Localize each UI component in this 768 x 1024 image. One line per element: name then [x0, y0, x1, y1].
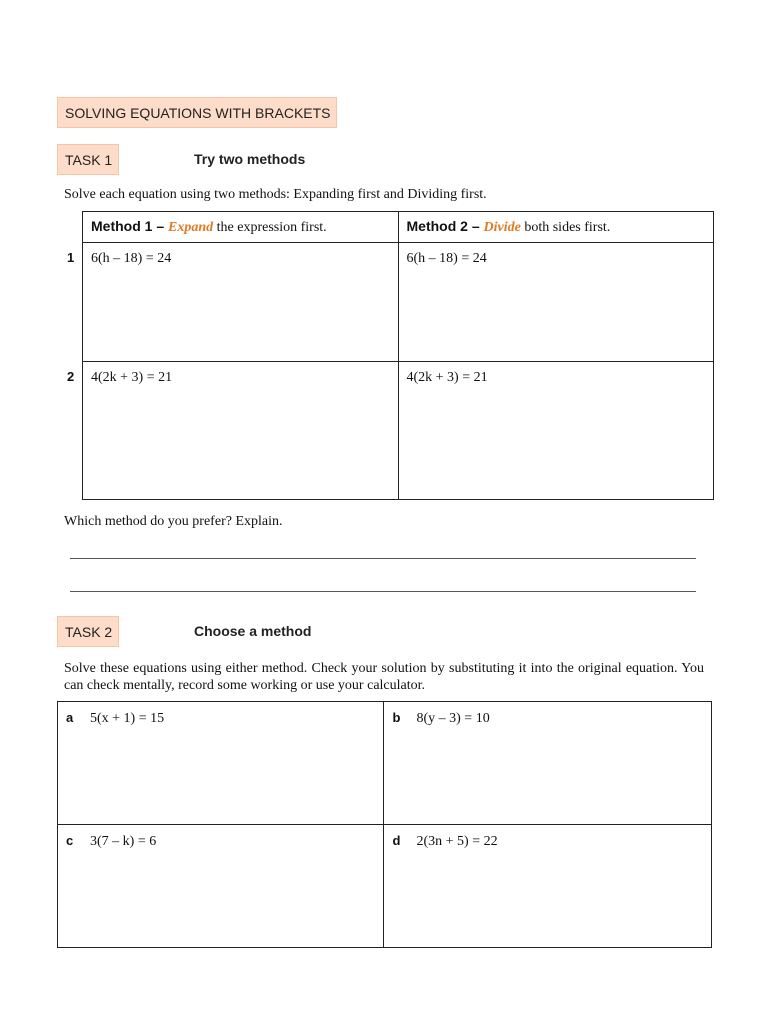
task1-subtitle: Try two methods [194, 151, 306, 167]
task2-label [57, 616, 119, 647]
row1-method1-cell[interactable] [83, 243, 399, 362]
cell-d-eq: 2(3n + 5) = 22 [416, 834, 498, 849]
cell-c-letter: c [66, 833, 74, 848]
cell-b-letter: b [392, 710, 401, 725]
worksheet-title-text: SOLVING EQUATIONS WITH BRACKETS [65, 104, 331, 121]
task2-cell-d[interactable] [384, 825, 712, 948]
task2-cell-c[interactable] [58, 825, 384, 948]
task1-table [82, 211, 714, 500]
task2-label-text: TASK 2 [65, 623, 113, 640]
cell-d-letter: d [392, 833, 401, 848]
method1-keyword: Expand [168, 220, 214, 235]
method1-prefix: Method 1 – [91, 218, 169, 234]
method2-suffix: both sides first. [520, 220, 611, 235]
task2-instruction: Solve these equations using either method. Check your solution by substituting it into the original equation. You can check mentally, record some working or use your calculator. [64, 661, 704, 693]
row2-method2-cell[interactable] [398, 362, 714, 500]
row1-eq1: 6(h – 18) = 24 [91, 251, 172, 266]
task2-cell-a[interactable] [58, 702, 384, 825]
worksheet-title [57, 97, 337, 128]
row2-method1-cell[interactable] [83, 362, 399, 500]
row2-eq1: 4(2k + 3) = 21 [91, 370, 173, 385]
row1-method2-cell[interactable] [398, 243, 714, 362]
task1-instruction: Solve each equation using two methods: Expanding first and Dividing first. [64, 187, 487, 202]
task1-label [57, 144, 119, 175]
cell-c-eq: 3(7 – k) = 6 [90, 834, 157, 849]
task2-cell-b[interactable] [384, 702, 712, 825]
method2-keyword: Divide [483, 220, 521, 235]
row1-eq2: 6(h – 18) = 24 [406, 251, 487, 266]
task1-question: Which method do you prefer? Explain. [64, 514, 283, 529]
cell-a-eq: 5(x + 1) = 15 [90, 711, 165, 726]
answer-line-1[interactable] [70, 558, 696, 559]
cell-b-eq: 8(y – 3) = 10 [416, 711, 490, 726]
method2-header [398, 212, 714, 243]
method1-header [83, 212, 399, 243]
cell-a-letter: a [66, 710, 74, 725]
row2-eq2: 4(2k + 3) = 21 [406, 370, 488, 385]
row-number-2: 2 [67, 369, 75, 384]
answer-line-2[interactable] [70, 591, 696, 592]
row-number-1: 1 [67, 250, 75, 265]
task2-table [57, 701, 712, 948]
task1-label-text: TASK 1 [65, 151, 113, 168]
method2-prefix: Method 2 – [406, 218, 484, 234]
task2-subtitle: Choose a method [194, 623, 312, 639]
method1-suffix: the expression first. [213, 220, 327, 235]
